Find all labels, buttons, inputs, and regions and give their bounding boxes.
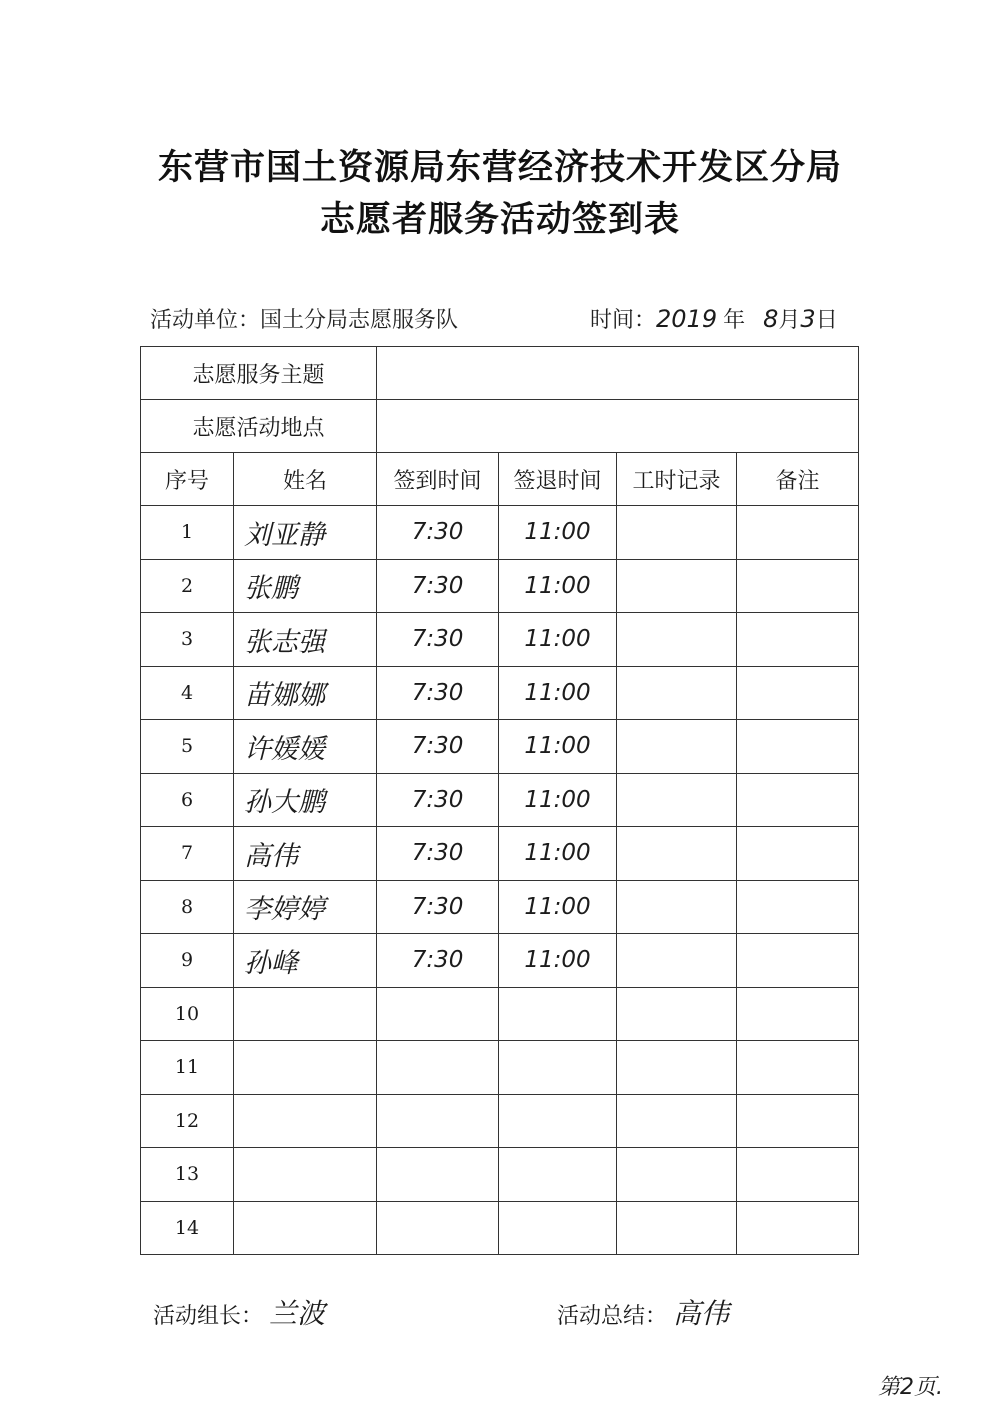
row-number: 10 [141,987,234,1041]
theme-row [141,347,859,400]
row-number: 13 [141,1148,234,1202]
row-number: 12 [141,1094,234,1148]
row-name-signature: 刘亚静 [234,506,377,560]
row-sign-out-time: 11:00 [499,613,617,667]
table-row [141,1201,859,1255]
row-sign-out-time: 11:00 [499,666,617,720]
row-sign-out-time: 11:00 [499,934,617,988]
activity-unit-label: 活动单位： [150,308,261,333]
row-number: 1 [141,506,234,560]
table-row [141,666,859,720]
date-day-value: 3 [800,305,816,333]
row-name-signature: 李婷婷 [234,880,377,934]
row-number: 11 [141,1041,234,1095]
row-work-hours [617,987,737,1041]
row-remarks [737,934,859,988]
location-row [141,400,859,453]
activity-summary [557,1292,729,1332]
row-remarks [737,559,859,613]
row-work-hours [617,720,737,774]
activity-date [590,303,838,334]
date-day-label: 日 [815,308,838,333]
row-name-signature: 许媛媛 [234,720,377,774]
document-title-line2: 志愿者服务活动签到表 [319,200,680,240]
location-value [377,400,859,453]
row-sign-in-time [377,1201,499,1255]
row-name-signature: 张志强 [234,613,377,667]
date-year-value: 2019 [656,305,718,333]
row-remarks [737,1041,859,1095]
header-name: 姓名 [234,453,377,506]
row-work-hours [617,880,737,934]
row-remarks [737,827,859,881]
sign-in-table [140,346,859,1255]
row-work-hours [617,773,737,827]
table-row [141,559,859,613]
row-sign-out-time [499,987,617,1041]
row-name-signature: 苗娜娜 [234,666,377,720]
row-sign-in-time: 7:30 [377,827,499,881]
row-work-hours [617,559,737,613]
row-number: 4 [141,666,234,720]
date-label: 时间： [590,308,657,333]
table-row [141,506,859,560]
table-row [141,1094,859,1148]
row-name-signature: 孙大鹏 [234,773,377,827]
row-number: 5 [141,720,234,774]
summary-signature: 高伟 [673,1297,730,1330]
row-sign-in-time [377,987,499,1041]
row-work-hours [617,1094,737,1148]
row-sign-in-time: 7:30 [377,720,499,774]
row-number: 9 [141,934,234,988]
row-sign-out-time [499,1094,617,1148]
document-title-line1: 东营市国土资源局东营经济技术开发区分局 [157,148,842,188]
table-row [141,773,859,827]
row-name-signature: 高伟 [234,827,377,881]
row-remarks [737,506,859,560]
row-number: 3 [141,613,234,667]
row-remarks [737,1201,859,1255]
row-remarks [737,613,859,667]
row-name-signature [234,1041,377,1095]
row-sign-out-time: 11:00 [499,880,617,934]
date-month-value: 8 [763,305,779,333]
row-sign-out-time: 11:00 [499,559,617,613]
theme-value [377,347,859,400]
row-remarks [737,1094,859,1148]
row-name-signature [234,1094,377,1148]
table-row [141,987,859,1041]
row-sign-in-time: 7:30 [377,934,499,988]
row-work-hours [617,827,737,881]
row-number: 2 [141,559,234,613]
activity-unit-value: 国土分局志愿服务队 [260,308,459,333]
row-remarks [737,666,859,720]
row-work-hours [617,666,737,720]
row-remarks [737,773,859,827]
row-work-hours [617,1041,737,1095]
row-name-signature [234,987,377,1041]
row-number: 7 [141,827,234,881]
activity-leader [153,1292,325,1332]
header-work-hours: 工时记录 [617,453,737,506]
row-number: 8 [141,880,234,934]
table-row [141,827,859,881]
row-sign-in-time: 7:30 [377,506,499,560]
row-sign-out-time: 11:00 [499,506,617,560]
row-name-signature: 孙峰 [234,934,377,988]
row-sign-out-time [499,1201,617,1255]
header-remarks: 备注 [737,453,859,506]
row-sign-out-time [499,1148,617,1202]
row-sign-in-time [377,1148,499,1202]
row-work-hours [617,506,737,560]
row-sign-out-time [499,1041,617,1095]
leader-label: 活动组长： [153,1304,264,1329]
row-name-signature: 张鹏 [234,559,377,613]
row-number: 14 [141,1201,234,1255]
row-name-signature [234,1148,377,1202]
page-number: 第2页. [878,1375,943,1400]
header-no: 序号 [141,453,234,506]
row-sign-in-time: 7:30 [377,666,499,720]
table-row [141,1148,859,1202]
row-remarks [737,880,859,934]
row-sign-in-time: 7:30 [377,613,499,667]
row-sign-in-time [377,1094,499,1148]
row-sign-in-time [377,1041,499,1095]
table-row [141,1041,859,1095]
row-work-hours [617,934,737,988]
activity-unit [150,303,458,334]
row-remarks [737,987,859,1041]
table-row [141,880,859,934]
summary-label: 活动总结： [557,1304,668,1329]
row-work-hours [617,1148,737,1202]
date-month-label: 月 [778,308,801,333]
row-name-signature [234,1201,377,1255]
row-sign-in-time: 7:30 [377,880,499,934]
row-remarks [737,1148,859,1202]
row-sign-out-time: 11:00 [499,827,617,881]
table-header-row [141,453,859,506]
row-sign-out-time: 11:00 [499,720,617,774]
row-number: 6 [141,773,234,827]
row-sign-out-time: 11:00 [499,773,617,827]
table-row [141,613,859,667]
row-remarks [737,720,859,774]
date-year-label: 年 [723,308,746,333]
leader-signature: 兰波 [269,1297,326,1330]
row-work-hours [617,1201,737,1255]
location-label: 志愿活动地点 [141,400,377,453]
header-sign-out-time: 签退时间 [499,453,617,506]
header-sign-in-time: 签到时间 [377,453,499,506]
table-row [141,934,859,988]
theme-label: 志愿服务主题 [141,347,377,400]
row-sign-in-time: 7:30 [377,559,499,613]
row-work-hours [617,613,737,667]
table-row [141,720,859,774]
row-sign-in-time: 7:30 [377,773,499,827]
